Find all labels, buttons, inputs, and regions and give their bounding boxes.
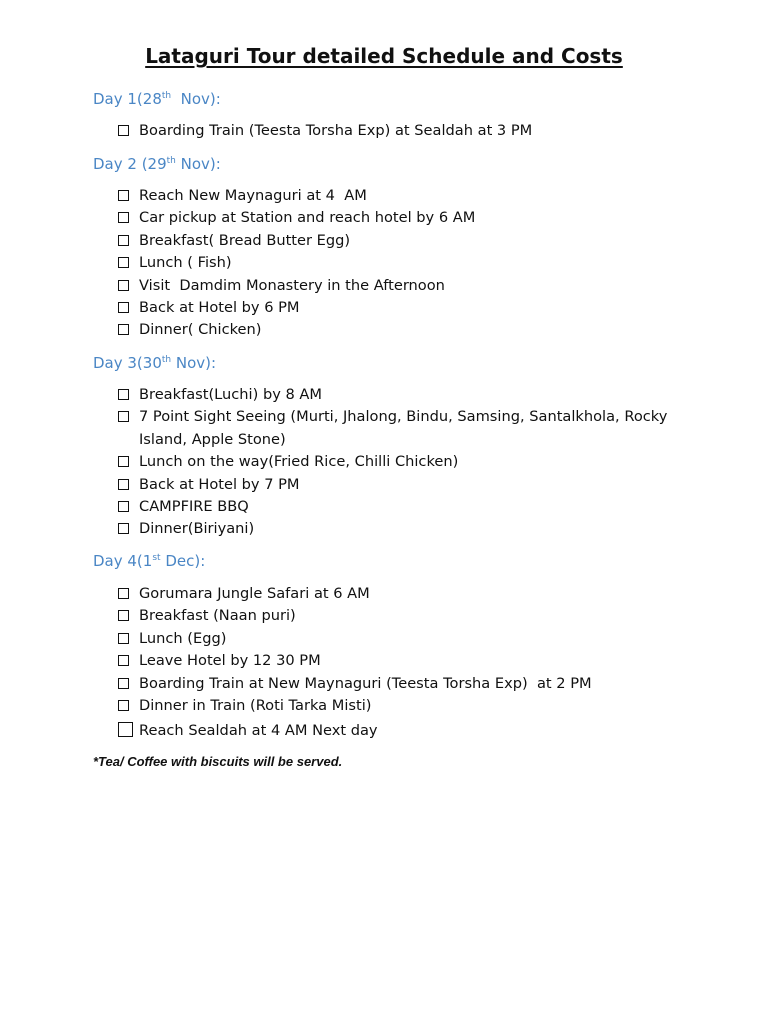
day-3-heading [93,354,216,372]
checkbox-icon[interactable] [118,700,129,711]
checklist-item-text: Lunch ( Fish) [139,254,232,272]
day-3-checklist [117,384,687,541]
checklist-item-text: Boarding Train (Teesta Torsha Exp) at Sealdah at 3 PM [139,122,533,139]
checklist-item [117,628,687,650]
day-1-heading [93,90,221,108]
checklist-item-text: Lunch (Egg) [139,629,227,647]
checklist-item [117,605,687,627]
checklist-item-text: Leave Hotel by 12 30 PM [139,652,321,670]
checklist-item [117,518,687,540]
day-1-checklist [117,120,687,142]
checklist-item [117,451,687,473]
day-heading-text: Nov): [171,90,221,108]
checkbox-icon[interactable] [118,456,129,467]
day-heading-text: Day 2 (29 [93,155,167,173]
day-2-checklist [117,185,687,342]
checkbox-icon[interactable] [118,411,129,422]
checklist-item [117,695,687,717]
checklist-item-text: Dinner(Biriyani) [139,520,255,538]
checkbox-icon[interactable] [118,125,129,136]
checklist-item [117,319,687,341]
checklist-item [117,207,687,229]
checkbox-icon[interactable] [118,523,129,534]
checklist-item [117,583,687,605]
checklist-item [117,474,687,496]
day-heading-ordinal: th [161,355,172,365]
checklist-item-text: Reach New Maynaguri at 4 AM [139,187,367,204]
checkbox-icon[interactable] [118,324,129,335]
checklist-item-text: Dinner in Train (Roti Tarka Misti) [139,697,372,715]
checkbox-icon[interactable] [118,588,129,599]
checkbox-icon[interactable] [118,501,129,512]
checkbox-icon[interactable] [118,257,129,268]
checklist-item-text: Lunch on the way(Fried Rice, Chilli Chicken) [139,453,459,471]
checklist-item-text: Breakfast (Naan puri) [139,607,296,625]
checklist-item-text: Gorumara Jungle Safari at 6 AM [139,585,370,602]
day-heading-text: Nov): [175,155,221,173]
checklist-item [117,406,687,451]
day-4-heading [93,552,205,570]
checkbox-icon[interactable] [118,280,129,291]
checkbox-icon[interactable] [118,678,129,689]
checklist-item [117,496,687,518]
checklist-item [117,185,687,207]
checkbox-icon[interactable] [118,633,129,644]
checkbox-icon[interactable] [118,190,129,201]
day-2-heading [93,155,221,173]
checkbox-icon[interactable] [118,302,129,313]
checklist-item [117,384,687,406]
checkbox-icon[interactable] [118,610,129,621]
checklist-item-text: Breakfast( Bread Butter Egg) [139,231,351,249]
checkbox-icon[interactable] [118,479,129,490]
day-heading-text: Day 3(30 [93,354,162,372]
checklist-item-text: 7 Point Sight Seeing (Murti, Jhalong, Bindu, Samsing, Santalkhola, Rocky Island, Apple Stone) [139,408,668,448]
checkbox-icon[interactable] [118,655,129,666]
checklist-item-text: Car pickup at Station and reach hotel by 6 AM [139,209,476,227]
checklist-item-text: Dinner( Chicken) [139,321,262,339]
checkbox-icon[interactable] [118,389,129,400]
checklist-item [117,297,687,319]
checklist-item [117,230,687,252]
checkbox-icon[interactable] [118,212,129,223]
checklist-item-text: Boarding Train at New Maynaguri (Teesta Torsha Exp) at 2 PM [139,674,592,692]
checklist-item [117,120,687,142]
checklist-item [117,720,687,742]
checklist-item-text: Back at Hotel by 6 PM [139,299,300,317]
serving-note: *Tea/ Coffee with biscuits will be served. [93,754,343,769]
checklist-item [117,275,687,297]
checklist-item [117,673,687,695]
checklist-item-text: Breakfast(Luchi) by 8 AM [139,386,322,403]
checklist-item [117,252,687,274]
checklist-item-text: Reach Sealdah at 4 AM Next day [139,722,378,740]
day-heading-text: Dec): [160,552,206,570]
checklist-item-text: Back at Hotel by 7 PM [139,475,300,493]
day-heading-text: Nov): [171,354,217,372]
day-4-checklist [117,583,687,743]
checkbox-icon[interactable] [118,235,129,246]
day-heading-ordinal: st [152,553,161,563]
day-heading-ordinal: th [161,91,172,101]
document-title: Lataguri Tour detailed Schedule and Costs [145,44,623,68]
checklist-item [117,650,687,672]
day-heading-ordinal: th [166,156,176,166]
checklist-item-text: Visit Damdim Monastery in the Afternoon [139,276,445,294]
checklist-item-text: CAMPFIRE BBQ [139,498,249,516]
checkbox-icon[interactable] [118,722,133,737]
day-heading-text: Day 4(1 [93,552,153,570]
day-heading-text: Day 1(28 [93,90,162,108]
